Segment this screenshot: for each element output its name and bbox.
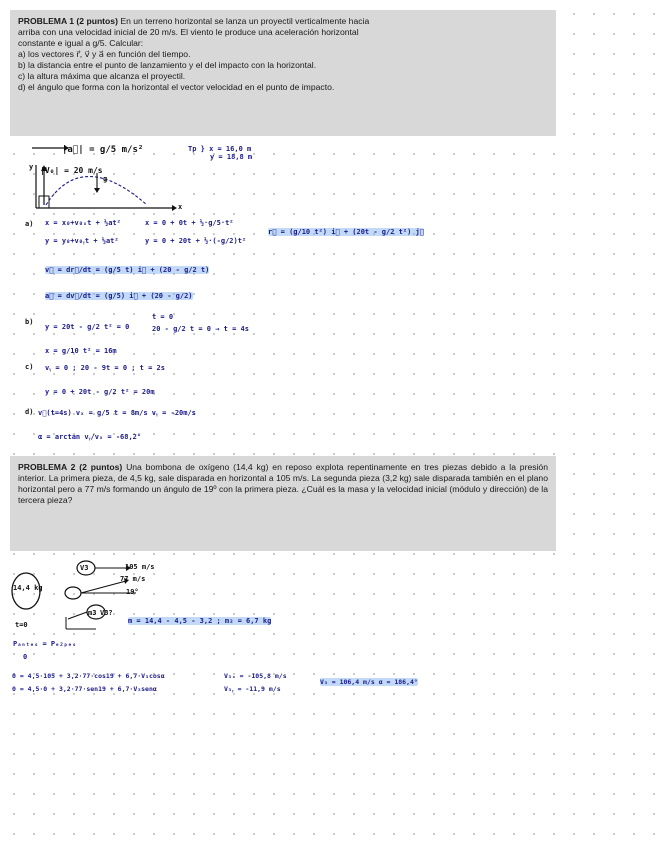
momentum-conservation: Pₐₙₜₑₛ = Pₑ₂ₚₑₛ	[13, 640, 77, 648]
part-d-label: d)	[25, 408, 34, 416]
momentum-x: 0 = 4,5·105 + 3,2·77·cos19 + 6,7·V₃cosα	[12, 672, 165, 680]
problem-1-item-b: b) la distancia entre el punto de lanzamiento y el del impacto con la horizontal.	[18, 60, 317, 70]
part-a-x-values: x = 0 + 0t + ½·g/5·t²	[145, 219, 234, 227]
problem-1-item-a: a) los vectores r⃗, v⃗ y a⃗ en función del tiempo.	[18, 49, 191, 59]
part-b-equation: y = 20t - g/2 t² = 0	[45, 323, 130, 331]
problem-2-label: PROBLEMA 2 (2 puntos)	[18, 462, 123, 472]
part-a-acceleration-vector: a⃗ = dv⃗/dt = (g/5) i⃗ + (20 - g/2)	[45, 292, 193, 300]
part-b-distance: x = g/10 t² = 16m	[45, 347, 117, 355]
part-c-height: y = 0 + 20t - g/2 t² = 20m	[45, 388, 155, 396]
part-a-y-general: y = y₀+v₀ᵧt + ½at²	[45, 237, 119, 245]
v0-note: |V₀| = 20 m/s	[40, 166, 103, 175]
part-a-position-vector: r⃗ = (g/10 t²) i⃗ + (20t - g/2 t²) j⃗	[268, 228, 424, 236]
v3-question: V3?	[100, 609, 113, 617]
problem-1-intro-1: En un terreno horizontal se lanza un proyectil verticalmente hacia	[117, 16, 370, 26]
problem-1-item-c: c) la altura máxima que alcanza el proyectil.	[18, 71, 186, 81]
part-a-y-values: y = 0 + 20t + ½·(-g/2)t²	[145, 237, 247, 245]
part-a-velocity-vector: v⃗ = dr⃗/dt = (g/5 t) i⃗ + (20 - g/2 t)	[45, 266, 210, 274]
problem-1-label: PROBLEMA 1 (2 puntos)	[18, 16, 118, 26]
part-b-label: b)	[25, 318, 34, 326]
final-result: V₃ = 106,4 m/s α = 186,4°	[320, 678, 418, 686]
x-axis-label: x	[178, 203, 183, 211]
accel-note: |a⃗| = g/5 m/s²	[62, 145, 144, 155]
result-v3x: V₃ₓ = -105,8 m/s	[224, 672, 287, 680]
speed-105: 105 m/s	[125, 563, 155, 571]
y-axis-label: y	[29, 163, 34, 171]
part-a-x-general: x = x₀+v₀ₓt + ½at²	[45, 219, 121, 227]
result-v3y: V₃ᵧ = -11,9 m/s	[224, 685, 281, 693]
g-label: g	[103, 175, 108, 183]
tp-note: Tp } x = 16,0 m	[188, 145, 252, 153]
momentum-y: 0 = 4,5·0 + 3,2·77·sen19 + 6,7·V₃senα	[12, 685, 157, 693]
part-c-equation: vᵧ = 0 ; 20 - 9t = 0 ; t = 2s	[45, 364, 165, 372]
momentum-zero: 0	[23, 653, 28, 661]
part-d-angle: α = arctan vᵧ/vₓ = -68,2°	[38, 433, 142, 441]
explosion-sketch	[8, 557, 183, 637]
v3-label: V3	[80, 564, 89, 572]
problem-1-item-d: d) el ángulo que forma con la horizontal el vector velocidad en el punto de impacto.	[18, 82, 335, 92]
tp-note-2: y = 18,8 m	[210, 153, 253, 161]
speed-77: 77 m/s	[120, 575, 146, 583]
angle-label: 19°	[126, 588, 139, 596]
part-c-label: c)	[25, 363, 34, 371]
part-a-label: a)	[25, 220, 34, 228]
problem-2-text: Una bombona de oxígeno (14,4 kg) en reposo explota repentinamente en tres piezas debido a la presión interior. La primera pieza, de 4,5 kg, sale disparada en horizontal a 105 m/s. La segunda pieza (3,2 kg) sale disparada también en el plano horizontal pero a 77 m/s formando un ángulo de 19º con la primera pieza. ¿Cuál es la masa y la velocidad inicial (módulo y dirección) de la tercera pieza?	[18, 462, 548, 505]
part-b-root-2: 20 - g/2 t = 0 → t = 4s	[152, 325, 249, 333]
problem-1-intro-2: arriba con una velocidad inicial de 20 m/s. El viento le produce una aceleración horizontal	[18, 27, 359, 37]
problem-2-statement	[10, 456, 556, 551]
m3-label: m3	[88, 609, 97, 617]
part-d-equation: v⃗(t=4s) vₓ = g/5 t = 8m/s vᵧ = -20m/s	[38, 409, 196, 417]
part-b-root-1: t = 0	[152, 313, 174, 321]
mass-equation: m = 14,4 - 4,5 - 3,2 ; m₃ = 6,7 kg	[128, 617, 272, 625]
problem-1-statement	[10, 10, 556, 136]
t0-label: t=0	[15, 621, 28, 629]
problem-1-intro-3: constante e igual a g/5. Calcular:	[18, 38, 144, 48]
mass-label: 14,4 kg	[13, 584, 43, 592]
